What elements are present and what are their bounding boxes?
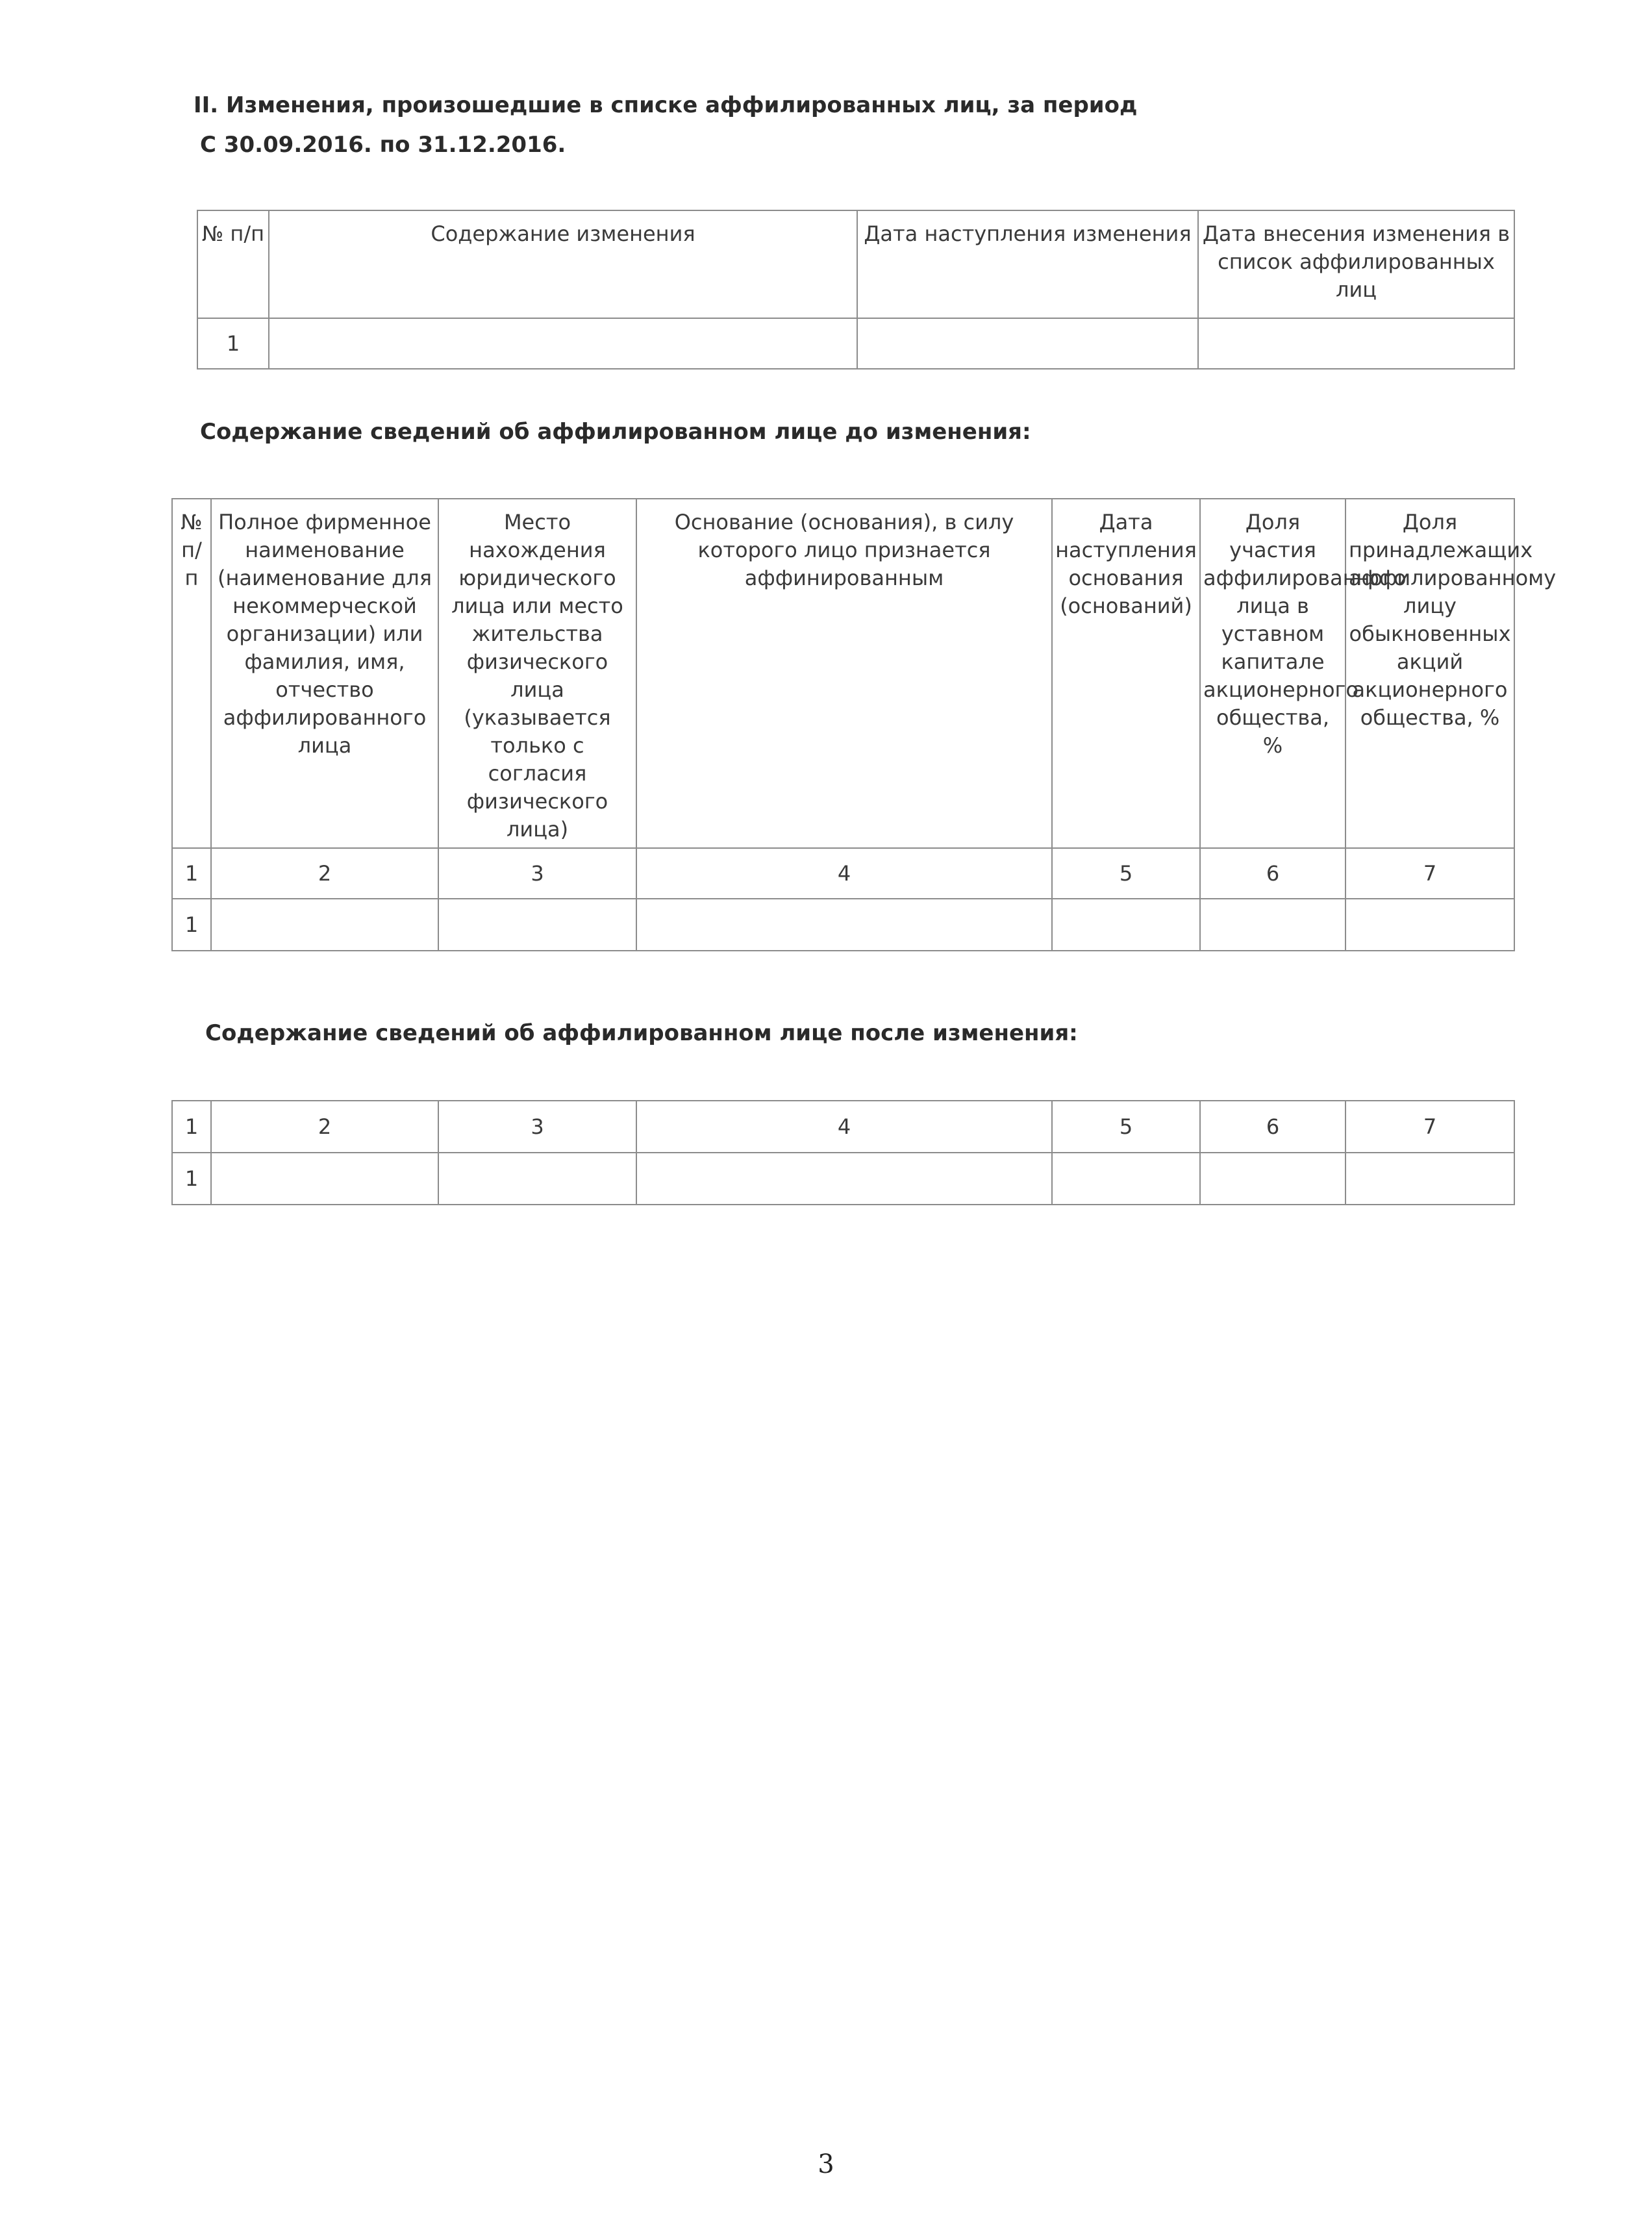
column-number-row <box>172 1101 1514 1153</box>
header-cell: Доля участия аффилированного лица в уставном капитале акционерного общества, % <box>1200 499 1345 848</box>
header-cell: № п/п <box>197 210 269 318</box>
column-number: 3 <box>438 1101 636 1153</box>
header-cell: Основание (основания), в силу которого лицо признается аффинированным <box>636 499 1052 848</box>
header-cell: Содержание изменения <box>269 210 857 318</box>
table-cell <box>857 318 1198 369</box>
column-number: 2 <box>211 848 438 899</box>
table-cell <box>1345 899 1514 951</box>
column-number: 5 <box>1052 848 1200 899</box>
table-cell <box>438 899 636 951</box>
table-cell <box>1052 1153 1200 1205</box>
column-number: 1 <box>172 1101 211 1153</box>
table-cell <box>211 899 438 951</box>
table-cell <box>1198 318 1514 369</box>
table-row <box>172 899 1514 951</box>
table-cell <box>636 899 1052 951</box>
table-row <box>197 318 1514 369</box>
column-number: 1 <box>172 848 211 899</box>
table-cell <box>1052 899 1200 951</box>
header-cell: Место нахождения юридического лица или место жительства физического лица (указывается только с согласия физического лица) <box>438 499 636 848</box>
table-cell <box>636 1153 1052 1205</box>
table-cell <box>269 318 857 369</box>
table-cell <box>438 1153 636 1205</box>
section-period: С 30.09.2016. по 31.12.2016. <box>200 132 566 158</box>
column-number: 4 <box>636 1101 1052 1153</box>
table-row <box>172 1153 1514 1205</box>
table-cell: 1 <box>197 318 269 369</box>
page-number: 3 <box>818 2149 834 2179</box>
table-header-row <box>172 499 1514 848</box>
table-cell <box>1200 1153 1345 1205</box>
column-number: 6 <box>1200 1101 1345 1153</box>
table-cell: 1 <box>172 899 211 951</box>
column-number: 4 <box>636 848 1052 899</box>
table-cell <box>211 1153 438 1205</box>
column-number: 7 <box>1345 1101 1514 1153</box>
header-cell: Доля принадлежащих аффилированному лицу обыкновенных акций акционерного общества, % <box>1345 499 1514 848</box>
table-cell: 1 <box>172 1153 211 1205</box>
before-table <box>171 498 1557 951</box>
column-number: 2 <box>211 1101 438 1153</box>
before-heading: Содержание сведений об аффилированном лице до изменения: <box>200 419 1031 445</box>
table-cell <box>1200 899 1345 951</box>
column-number: 6 <box>1200 848 1345 899</box>
column-number: 3 <box>438 848 636 899</box>
table-header-row <box>197 210 1514 318</box>
header-cell: Дата наступления изменения <box>857 210 1198 318</box>
after-heading: Содержание сведений об аффилированном лице после изменения: <box>205 1020 1078 1046</box>
column-number: 5 <box>1052 1101 1200 1153</box>
header-cell: Дата наступления основания (оснований) <box>1052 499 1200 848</box>
after-table <box>171 1100 1515 1205</box>
column-number-row <box>172 848 1514 899</box>
table-cell <box>1345 1153 1514 1205</box>
section-title: II. Изменения, произошедшие в списке аффилированных лиц, за период <box>194 92 1138 118</box>
header-cell: Полное фирменное наименование (наименование для некоммерческой организации) или фамилия, имя, отчество аффилированного лица <box>211 499 438 848</box>
changes-table <box>197 210 1515 369</box>
column-number: 7 <box>1345 848 1514 899</box>
header-cell: № п/ п <box>172 499 211 848</box>
header-cell: Дата внесения изменения в список аффилированных лиц <box>1198 210 1514 318</box>
